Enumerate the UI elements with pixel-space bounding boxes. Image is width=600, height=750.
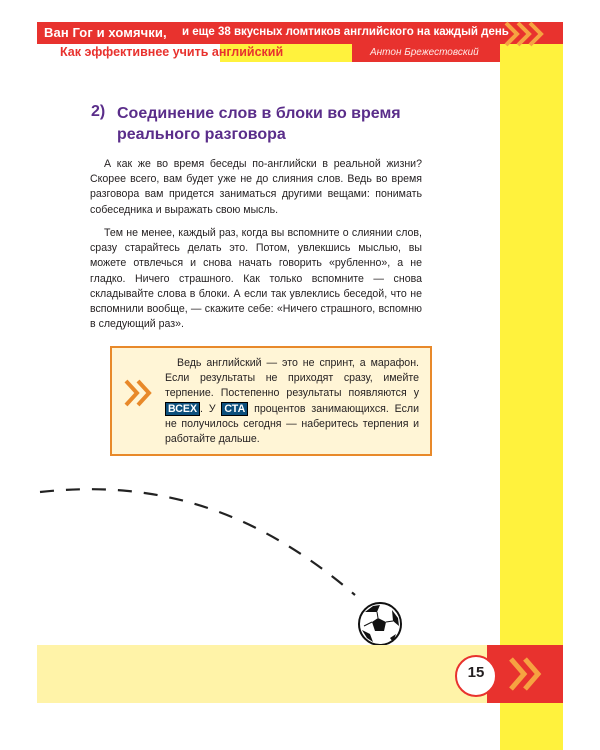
highlight-all: ВСЕХ <box>165 402 200 416</box>
author-name: Антон Брежестовский <box>370 47 479 58</box>
footer-band <box>37 645 512 703</box>
section-number: 2) <box>91 103 106 120</box>
double-chevron-right-icon <box>505 655 553 693</box>
paragraph-1: А как же во время беседы по-английски в реальной жизни? Скорее всего, вам будет уже не до слияния слов. Ведь во время разговора вам придется заниматься другими вещами: понимать собеседника и выражать свою мысль. <box>90 158 422 216</box>
highlight-hundred: СТА <box>221 402 248 416</box>
callout-text <box>165 356 419 447</box>
callout-text-start: Ведь английский — это не спринт, а марафон. Если результаты не приходят сразу, имейте терпение. Постепенно результаты появляются у <box>165 357 419 400</box>
double-chevron-right-icon <box>122 378 158 408</box>
book-title-part2: и еще 38 вкусных ломтиков английского на каждый день <box>182 26 509 38</box>
callout-text-end: процентов занимающихся. Если не получилось сегодня — наберитесь терпения и работайте дальше. <box>165 402 420 446</box>
book-title-part1: Ван Гог и хомячки, <box>44 25 167 40</box>
double-chevron-right-icon <box>500 20 546 48</box>
ball-trajectory <box>0 470 600 670</box>
page-number: 15 <box>467 664 485 681</box>
paragraph-2: Тем не менее, каждый раз, когда вы вспомните о слиянии слов, сразу старайтесь делать это. Потом, увлекшись мыслью, вы можете отвлечься и снова начать говорить «рубленно», а не гладко. Ничего страшного. Как только вспомните — снова складывайте слова в блоки. А если так увлеклись беседой, что не вспомнили вообще, — скажите себе: «Ничего страшного, вспомню в следующий раз». <box>90 227 422 331</box>
section-title: Соединение слов в блоки во время реального разговора <box>117 105 401 143</box>
chapter-subtitle: Как эффективнее учить английский <box>60 45 284 59</box>
callout-text-middle: . У <box>200 402 222 415</box>
soccer-ball-icon <box>359 603 401 645</box>
